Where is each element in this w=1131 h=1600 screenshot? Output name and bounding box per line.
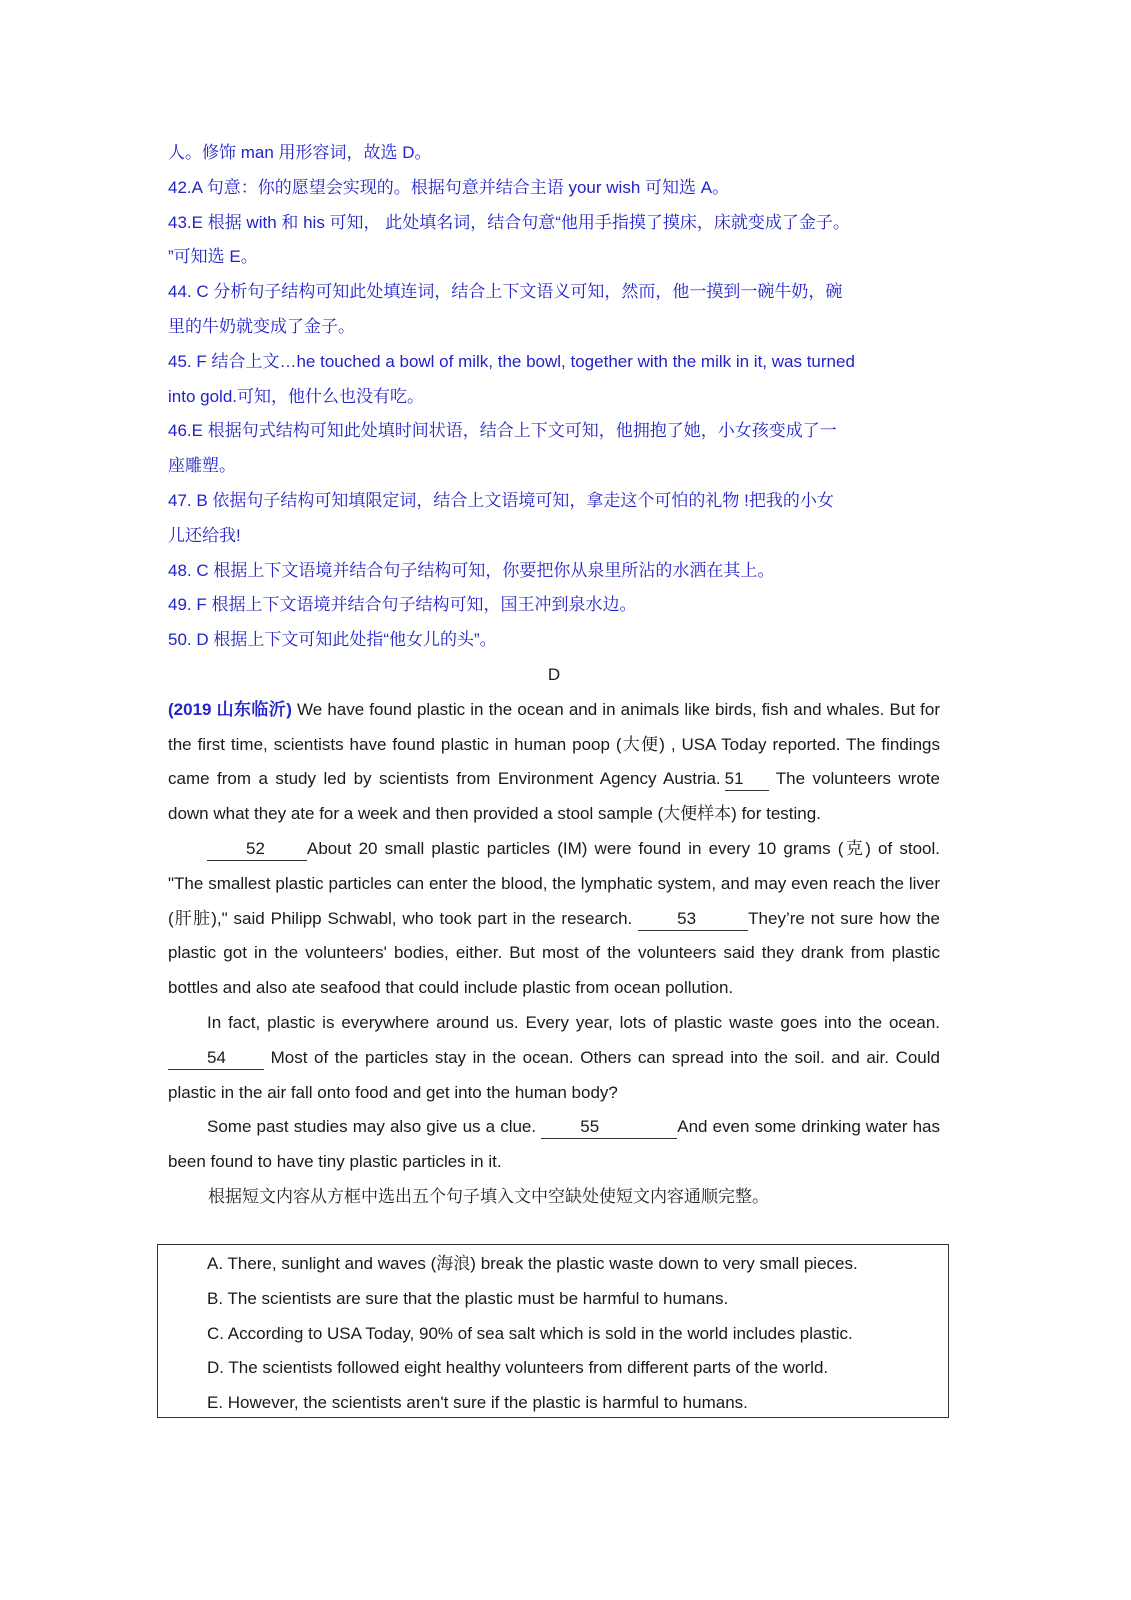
blank-53: 53	[638, 908, 748, 931]
paragraph-text: About 20 small plastic particles (IM) were found in every 10 grams (克) of stool. "The smallest plastic particles can enter the blood, the lymphatic system, and may even reach the liver (肝脏)," said Philipp Schwabl, who took part in the research.	[168, 838, 940, 928]
option-a: A. There, sunlight and waves (海浪) break the plastic waste down to very small pieces.	[207, 1254, 858, 1273]
passage-paragraph-4	[168, 1110, 940, 1180]
paragraph-text: Some past studies may also give us a clue.	[207, 1117, 542, 1137]
answer-line: 座雕塑。	[168, 456, 236, 476]
options-box	[157, 1244, 949, 1418]
blank-51: 51	[725, 768, 769, 791]
answer-explanations	[168, 136, 940, 658]
answer-line: 43.E 根据 with 和 his 可知， 此处填名词，结合句意“他用手指摸了摸床，床就变成了金子。	[168, 212, 850, 232]
answer-line: 47. B 依据句子结构可知填限定词，结合上文语境可知，拿走这个可怕的礼物 !把我的小女	[168, 490, 834, 510]
answer-line: 48. C 根据上下文语境并结合句子结构可知，你要把你从泉里所沾的水洒在其上。	[168, 560, 775, 580]
answer-line: ”可知选 E。	[168, 247, 258, 267]
answer-line: 人。修饰 man 用形容词，故选 D。	[168, 143, 432, 162]
section-heading: D	[547, 664, 561, 684]
document-page	[168, 136, 940, 1215]
answer-line: 44. C 分析句子结构可知此处填连词，结合上下文语义可知，然而，他一摸到一碗牛奶，碗	[168, 282, 843, 302]
option-c: C. According to USA Today, 90% of sea salt which is sold in the world includes plastic.	[207, 1323, 853, 1343]
answer-line: 49. F 根据上下文语境并结合句子结构可知，国王冲到泉水边。	[168, 595, 637, 615]
answer-line: 儿还给我!	[168, 525, 241, 545]
option-d: D. The scientists followed eight healthy volunteers from different parts of the world.	[207, 1358, 829, 1378]
answer-line: into gold.可知，他什么也没有吃。	[168, 386, 424, 406]
passage-paragraph-3	[168, 1006, 940, 1110]
answer-line: 里的牛奶就变成了金子。	[168, 316, 355, 336]
paragraph-text: The volunteers wrote down what they ate for a week and then provided a stool sample (大便样本) for testing.	[168, 769, 940, 824]
passage-paragraph-2	[168, 832, 940, 1006]
paragraph-text: In fact, plastic is everywhere around us. Every year, lots of plastic waste goes into the ocean.	[207, 1012, 940, 1032]
answer-line: 50. D 根据上下文可知此处指“他女儿的头”。	[168, 630, 497, 650]
answer-line: 46.E 根据句式结构可知此处填时间状语，结合上下文可知，他拥抱了她，小女孩变成了一	[168, 421, 837, 441]
blank-54: 54	[168, 1047, 264, 1070]
paragraph-text: We have found plastic in the ocean and in animals like birds, fish and whales. But for the first time, scientists have found plastic in human poop (大便) , USA Today reported. The findings came from a study led by scientists from Environment Agency Austria.	[168, 699, 940, 789]
answer-line: 42.A 句意：你的愿望会实现的。根据句意并结合主语 your wish 可知选 A。	[168, 177, 730, 197]
instruction-text: 根据短文内容从方框中选出五个句子填入文中空缺处使短文内容通顺完整。	[208, 1186, 769, 1206]
paragraph-text: And even some drinking water has been found to have tiny plastic particles in it.	[168, 1117, 940, 1172]
paragraph-text: They’re not sure how the plastic got in the volunteers' bodies, either. But most of the volunteers said they drank from plastic bottles and also ate seafood that could include plastic from ocean pollution.	[168, 908, 940, 998]
option-b: B. The scientists are sure that the plastic must be harmful to humans.	[207, 1288, 729, 1308]
passage-paragraph-1	[168, 693, 940, 832]
answer-line: 45. F 结合上文…he touched a bowl of milk, the bowl, together with the milk in it, was turned	[168, 351, 855, 371]
blank-52: 52	[207, 838, 307, 861]
option-e: E. However, the scientists aren't sure if the plastic is harmful to humans.	[207, 1393, 748, 1413]
paragraph-text: Most of the particles stay in the ocean. Others can spread into the soil. and air. Could plastic in the air fall onto food and get into the human body?	[168, 1047, 940, 1102]
blank-55: 55	[541, 1116, 677, 1139]
source-label: (2019 山东临沂)	[168, 699, 292, 719]
